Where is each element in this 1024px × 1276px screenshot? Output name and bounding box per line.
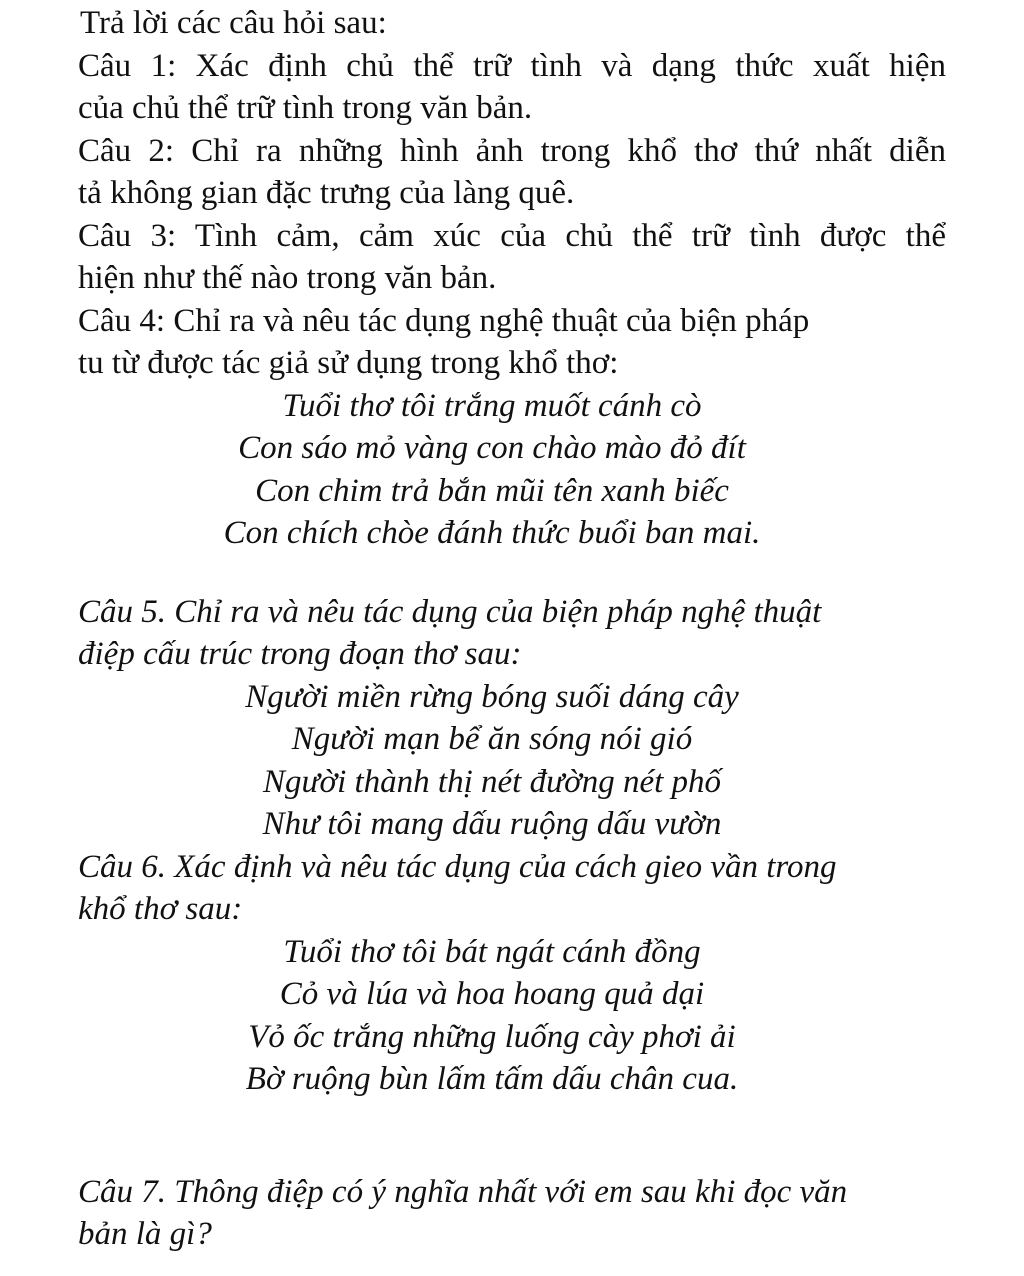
poem-line: Người miền rừng bóng suối dáng cây [245, 678, 739, 715]
poem-line: Con chim trả bắn mũi tên xanh biếc [255, 472, 729, 509]
poem-line: Người thành thị nét đường nét phố [262, 763, 722, 800]
question-5 [78, 591, 946, 846]
poem-line: Cỏ và lúa và hoa hoang quả dại [279, 976, 705, 1012]
poem-line: Vỏ ốc trắng những luống cày phơi ải [248, 1018, 736, 1055]
poem-line: Như tôi mang dấu ruộng dấu vườn [262, 806, 722, 842]
question-1-line-2: của chủ thể trữ tình trong văn bản. [78, 90, 533, 126]
question-2 [78, 130, 946, 215]
question-3-line-1: Câu 3: Tình cảm, cảm xúc của chủ thể trữ tình được thể [78, 217, 946, 254]
question-6-line-2: khổ thơ sau: [78, 891, 243, 927]
question-7-line-2: bản là gì? [78, 1216, 212, 1252]
poem-line: Con sáo mỏ vàng con chào mào đỏ đít [238, 430, 746, 466]
question-4-line-2: tu từ được tác giả sử dụng trong khổ thơ: [78, 345, 619, 381]
spacer [78, 1101, 946, 1171]
question-4-line-1: Câu 4: Chỉ ra và nêu tác dụng nghệ thuật của biện pháp [78, 302, 810, 339]
spacer [78, 555, 946, 591]
question-6 [78, 846, 946, 1101]
question-2-line-2: tả không gian đặc trưng của làng quê. [78, 175, 575, 211]
poem-line: Người mạn bể ăn sóng nói gió [291, 721, 693, 757]
question-5-line-1: Câu 5. Chỉ ra và nêu tác dụng của biện pháp nghệ thuật [78, 593, 822, 630]
question-3-line-2: hiện như thế nào trong văn bản. [78, 260, 497, 296]
poem-line: Con chích chòe đánh thức buổi ban mai. [223, 515, 761, 551]
question-5-poem [78, 676, 946, 846]
poem-line: Tuổi thơ tôi trắng muốt cánh cò [282, 387, 702, 424]
intro-heading: Trả lời các câu hỏi sau: [80, 5, 387, 41]
poem-line: Bờ ruộng bùn lấm tấm dấu chân cua. [245, 1061, 739, 1097]
question-7 [78, 1171, 946, 1256]
question-1-line-1: Câu 1: Xác định chủ thể trữ tình và dạng thức xuất hiện [78, 47, 946, 84]
question-4-poem [78, 385, 946, 555]
question-2-line-1: Câu 2: Chỉ ra những hình ảnh trong khổ thơ thứ nhất diễn [78, 132, 946, 169]
question-7-line-1: Câu 7. Thông điệp có ý nghĩa nhất với em sau khi đọc văn [78, 1173, 848, 1210]
question-6-line-1: Câu 6. Xác định và nêu tác dụng của cách gieo vần trong [78, 848, 837, 885]
question-4 [78, 300, 946, 555]
question-5-line-2: điệp cấu trúc trong đoạn thơ sau: [78, 636, 522, 672]
question-3 [78, 215, 946, 300]
question-1 [78, 45, 946, 130]
question-6-poem [78, 931, 946, 1101]
poem-line: Tuổi thơ tôi bát ngát cánh đồng [283, 933, 701, 970]
